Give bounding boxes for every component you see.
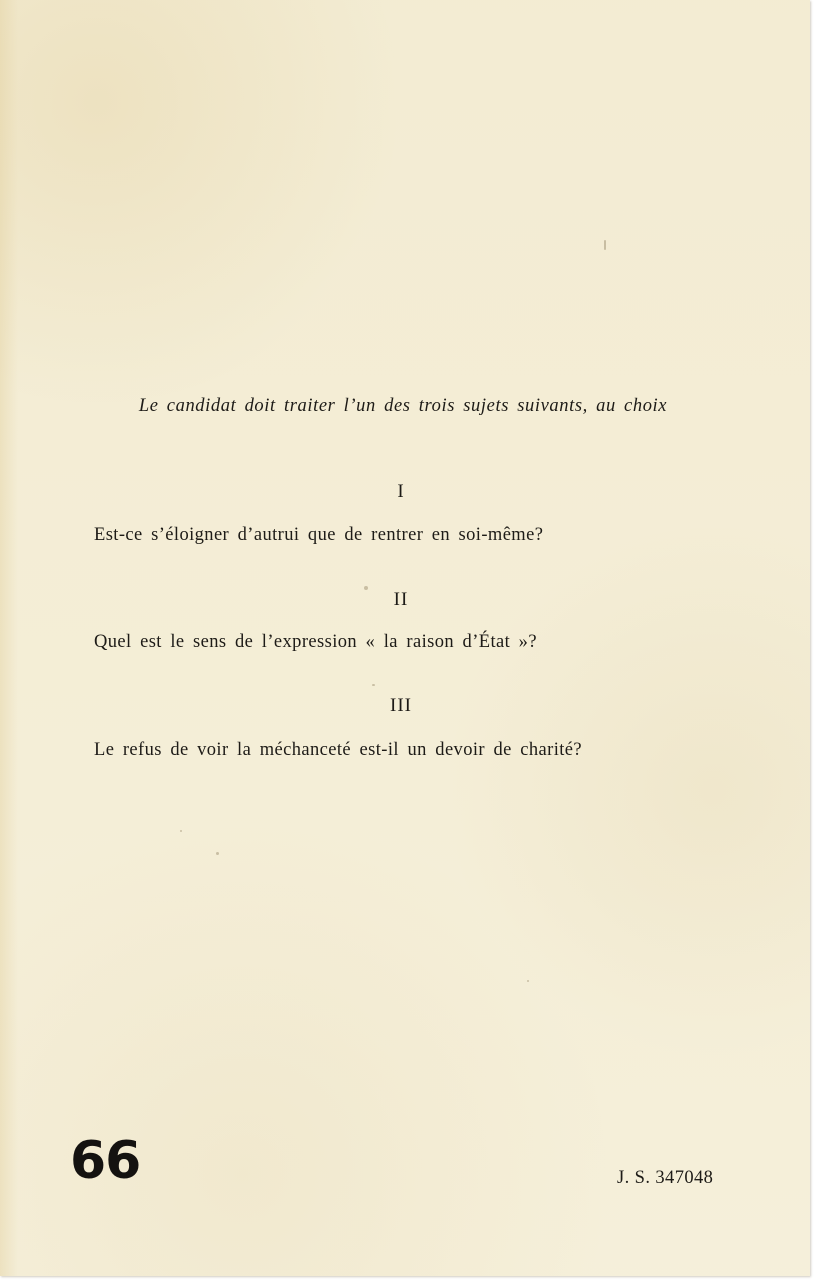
subject-numeral-2: II bbox=[393, 589, 409, 610]
subject-numeral-1: I bbox=[397, 481, 405, 502]
page-number: 66 bbox=[70, 1131, 141, 1191]
paper-speck bbox=[364, 586, 368, 590]
subject-question-3: Le refus de voir la méchanceté est-il un devoir de charité? bbox=[94, 740, 583, 760]
instruction-text: Le candidat doit traiter l’un des trois sujets suivants, au choix bbox=[138, 396, 668, 416]
paper-speck bbox=[180, 830, 182, 832]
paper-speck bbox=[527, 980, 529, 982]
paper-speck bbox=[604, 240, 606, 250]
paper-speck bbox=[216, 852, 219, 855]
subject-question-2: Quel est le sens de l’expression « la raison d’État »? bbox=[94, 632, 537, 652]
reference-code: J. S. 347048 bbox=[617, 1168, 714, 1188]
paper-speck bbox=[372, 684, 375, 686]
subject-question-1: Est-ce s’éloigner d’autrui que de rentrer en soi-même? bbox=[94, 525, 544, 545]
subject-numeral-3: III bbox=[390, 695, 412, 716]
